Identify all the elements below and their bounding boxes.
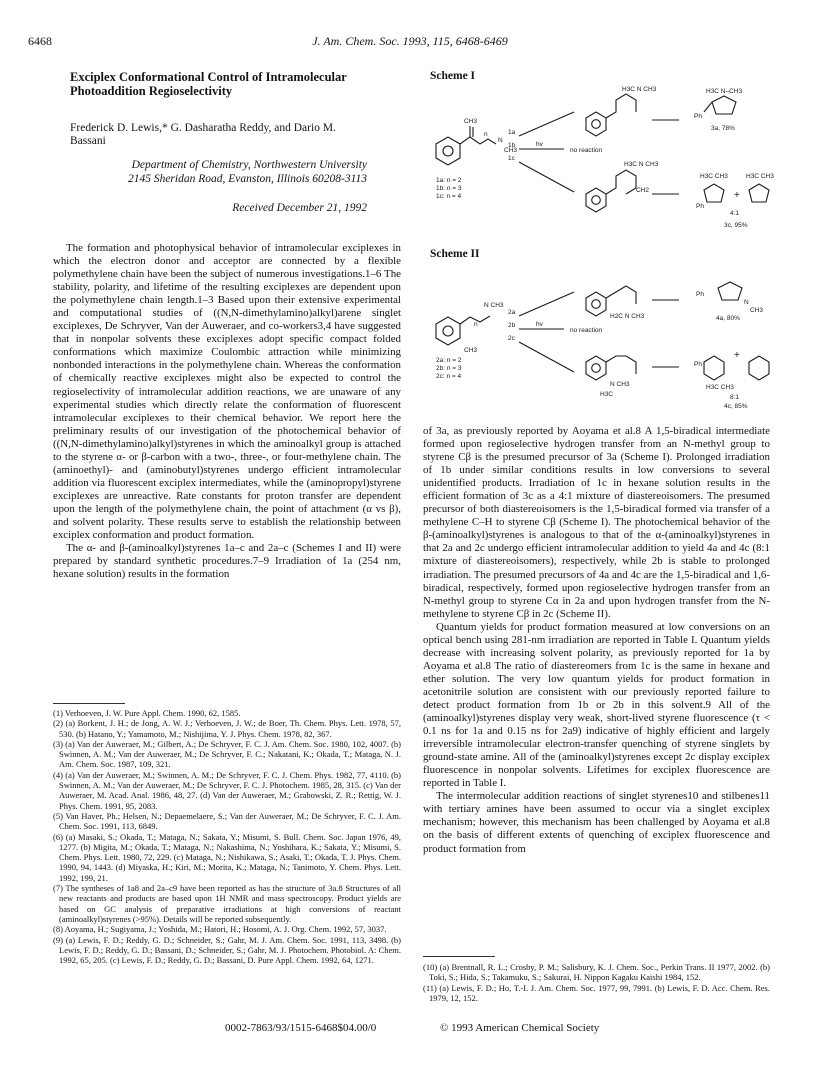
paragraph: The formation and photophysical behavior of intramolecular exciplexes in which the electron donor and acceptor are connected by a flexible polymethylene chain have been the subject of numerous investigations.1–6 The stability, polarity, and lifetime of the resulting exciplexes are dependent upon the polymethylene chain length.1–3 Based upon their extensive experimental and computational studies of ((N,N-dimethylamino)alkyl)arene singlet exciplexes, De Schryver, Van der Auweraer, and co-workers3,4 have suggested that in nonpolar solvents these exciplexes adopt specific compact folded conformations which maximize Coulombic attraction while minimizing nonbonded interactions in the polymethylene chain. Whereas the conformation of chemically reactive exciplexes might also be expected to control the regioselectivity of intramolecular addition reactions, we are unaware of any experimental studies which directly relate the conformation of fluorescent intramolecular exciplexes to their chemical behavior. We report here the preliminary results of our investigation of the photochemical behavior of ((N,N-dimethylamino)alkyl)styrenes in which the aminoalkyl group is attached to the styrene α- or β-carbon with a two-, three-, or four-methylene chain. The (aminoethyl)- and (aminobutyl)styrenes undergo efficient intramolecular addition via fluorescent exciplex intermediates, while the (aminopropyl)styrene exciplexes are unreactive. Rate constants for proton transfer are dependent upon the length of the polymethylene chain, the point of attachment (α vs β), and solvent polarity. These results serve to establish the relationship between exciplex conformation and product formation. bbox=[53, 242, 401, 542]
label: Ph bbox=[696, 203, 704, 210]
reference-item: (3) (a) Van der Auweraer, M.; Gilbert, A.; De Schryver, F. C. J. Am. Chem. Soc. 1980, 102, 4007. (b) Swinnen, A. M.; Van der Auweraer, M.; De Schryver, F. C.; Nakatani, K.; Okada, T.; Mataga, N. J. Am. Chem. Soc. 1987, 109, 321. bbox=[53, 738, 401, 770]
reference-item: (7) The syntheses of 1a8 and 2a–c9 have been reported as has the structure of 3a.8 Structures of all new reactants and products are based upon 1H NMR and mass spectroscopy. Product yields are based on GC analysis of preparative irradiations at high conversions of reactant (aminoalkyl)styrenes (>95%). Details will be reported subsequently. bbox=[53, 883, 401, 924]
paragraph: of 3a, as previously reported by Aoyama et al.8 A 1,5-biradical intermediate formed upon regioselective hydrogen transfer from an N-methyl group to styrene Cβ is the presumed precursor of 3a (Scheme I). Prolonged irradiation of 1b under similar conditions results in low conversions to several unidentified products. Irradiation of 1c in hexane solution results in the efficient formation of 3c as a 4:1 mixture of diastereoisomers. The presumed precursor of both diastereoisomers is the 1,5-biradical formed via transfer of a methylene C–H to styrene Cβ (Scheme I). The photochemical behavior of the β-(aminoalkyl)styrenes is analogous to that of the α-(aminoalkyl)styrenes in that 2a and 2c undergo efficient intramolecular addition to yield 4a and 4c (8:1 mixture of diastereoisomers), respectively, while 2b is stable to prolonged irradiation. The presumed precursors of 4a and 4c are the 1,5-biradical and 1,6-biradical, respectively, formed upon regioselective hydrogen transfer from an N-methyl group to styrene Cα in 2a and upon hydrogen transfer from the N-methylene to styrene Cβ in 2c (Scheme II). bbox=[423, 425, 770, 620]
reference-item: (11) (a) Lewis, F. D.; Ho, T.-I. J. Am. Chem. Soc. 1977, 99, 7991. (b) Lewis, F. D. Acc. Chem. Res. 1979, 12, 152. bbox=[423, 982, 770, 1003]
compound-label: 1a bbox=[508, 129, 516, 136]
journal-line: J. Am. Chem. Soc. 1993, 115, 6468-6469 bbox=[312, 34, 508, 48]
legend-line: 1b: n = 3 bbox=[436, 185, 462, 192]
pyrrolidine-ring bbox=[718, 282, 742, 300]
reference-item: (1) Verhoeven, J. W. Pure Appl. Chem. 1990, 62, 1585. bbox=[53, 708, 241, 718]
footer-copyright: © 1993 American Chemical Society bbox=[440, 1022, 600, 1034]
reference-item: (6) (a) Masaki, S.; Okada, T.; Mataga, N.; Sakata, Y.; Misumi, S. Bull. Chem. Soc. Japan 1976, 49, 1277. (b) Migita, M.; Okada, T.; Mataga, N.; Nakashima, N.; Yoshihara, K.; Sakata, Y.; Misumi, S. Chem. Phys. Lett. 1980, 72, 229. (c) Mataga, N.; Nishikawa, S.; Asaki, T.; Okada, T. J. Phys. Chem. 1990, 94, 1443. (d) Miyaska, H.; Kiri, M.; Morita, K.; Mataga, N.; Tanimoto, Y. Chem. Phys. Lett. 1992, 199, 21. bbox=[53, 831, 401, 883]
legend-line: 2a: n = 2 bbox=[436, 357, 462, 364]
hv-label: hv bbox=[536, 141, 543, 148]
references-left bbox=[53, 708, 401, 965]
no-reaction-label: no reaction bbox=[570, 327, 603, 334]
benzene-ring bbox=[436, 137, 460, 165]
label: n bbox=[474, 321, 478, 328]
article-title: Exciplex Conformational Control of Intramolecular Photoaddition Regioselectivity bbox=[70, 70, 347, 98]
label: N bbox=[498, 137, 503, 144]
left-body-column bbox=[53, 242, 401, 581]
benzene-ring bbox=[436, 317, 460, 345]
legend-line: 1c: n = 4 bbox=[436, 193, 462, 200]
compound-label: 2b bbox=[508, 322, 516, 329]
affiliation bbox=[0, 158, 367, 186]
reference-item: (2) (a) Borkent, J. H.; de Jong, A. W. J.; Verhoeven, J. W.; de Boer, Th. Chem. Phys. Lett. 1978, 57, 530. (b) Hatano, Y.; Yamamoto, M.; Nishijima, Y. J. Phys. Chem. 1978, 82, 367. bbox=[53, 718, 401, 739]
yield-label: 3c, 95% bbox=[724, 222, 748, 229]
label: H3C N–CH3 bbox=[706, 88, 743, 95]
compound-label: 2a bbox=[508, 309, 516, 316]
footer-code: 0002-7863/93/1515-6468$04.00/0 bbox=[225, 1022, 377, 1034]
ratio-label: 8:1 bbox=[730, 394, 740, 401]
vinyl-bond bbox=[460, 126, 470, 144]
arrow-2c bbox=[519, 342, 574, 372]
right-body-column bbox=[423, 425, 770, 856]
label: H3C CH3 bbox=[706, 384, 734, 391]
label: CH3 bbox=[750, 307, 764, 314]
reference-item: (8) Aoyama, H.; Sugiyama, J.; Yoshida, M.; Hatori, H.; Hosomi, A. J. Org. Chem. 1992, 57, 3037. bbox=[53, 924, 387, 935]
no-reaction-label: no reaction bbox=[570, 147, 603, 154]
compound-label: 1c bbox=[508, 155, 515, 162]
label: Ph bbox=[694, 113, 702, 120]
paragraph: The α- and β-(aminoalkyl)styrenes 1a–c and 2a–c (Schemes I and II) were prepared by standard synthetic procedures.7–9 Irradiation of 1a (254 nm, hexane solution) results in the formation bbox=[53, 542, 401, 581]
hv-label: hv bbox=[536, 321, 543, 328]
arrow-1c bbox=[519, 162, 574, 192]
label: Ph bbox=[694, 361, 702, 368]
piperidine-ring-2 bbox=[749, 356, 769, 380]
yield-label: 3a, 78% bbox=[711, 125, 735, 132]
label: CH3 bbox=[464, 347, 478, 354]
legend-line: 2b: n = 3 bbox=[436, 365, 462, 372]
compound-label: 2c bbox=[508, 335, 515, 342]
paragraph: The intermolecular addition reactions of singlet styrenes10 and stilbenes11 with tertiary amines have been assumed to occur via a singlet exciplex mechanism; however, this mechanism has been challenged by Aoyama et al.8 on the basis of different extents of quenching of exciplex fluorescence and product formation from bbox=[423, 790, 770, 855]
chain-bond bbox=[470, 137, 496, 144]
label: N bbox=[744, 299, 749, 306]
label: CH3 bbox=[464, 118, 478, 125]
scheme-2-label: Scheme II bbox=[430, 248, 480, 260]
arrow-1a bbox=[519, 112, 574, 136]
plus-sign: + bbox=[734, 190, 740, 201]
ratio-label: 4:1 bbox=[730, 210, 740, 217]
paragraph: Quantum yields for product formation measured at low conversions on an optical bench using 281-nm irradiation are reported in Table I. Quantum yields decrease with increasing solvent polarity, as previously reported for 1a by Aoyama et al.8 The ratio of diastereomers from 1c is the same in hexane and ether solution. The very low quantum yields for product formation in acetonitrile solution are consistent with our previously reported failure to detect product formation from 1b or 2b in this solvent.9 All of the (aminoalkyl)styrenes display very weak, short-lived styrene fluorescence (τ < 0.1 ns for 1a and 0.15 ns for 2a9) indicative of highly efficient and largely irreversible intramolecular electron-transfer quenching of styrene singlets by ground-state amine. All of the (aminoalkyl)styrenes except 2c display exciplex fluorescence in nonpolar solvents. Lifetimes for exciplex fluorescence are reported in Table I. bbox=[423, 620, 770, 790]
label: H3C N CH3 bbox=[624, 161, 659, 168]
label: CH3 bbox=[504, 147, 518, 154]
reference-item: (10) (a) Brentnall, R. L.; Crosby, P. M.; Salisbury, K. J. Chem. Soc., Perkin Trans. II 1977, 2002. (b) Toki, S.; Hida, S.; Takamuku, S.; Sakurai, H. Nippon Kagaku Kaishi 1984, 152. bbox=[423, 962, 770, 983]
label: CH2 bbox=[636, 187, 650, 194]
label: H2C N CH3 bbox=[610, 313, 645, 320]
scheme-1-label: Scheme I bbox=[430, 70, 476, 82]
yield-label: 4a, 80% bbox=[716, 315, 740, 322]
affiliation-line-2: 2145 Sheridan Road, Evanston, Illinois 60208-3113 bbox=[127, 173, 367, 185]
reference-item: (9) (a) Lewis, F. D.; Reddy, G. D.; Schneider, S.; Gahr, M. J. Am. Chem. Soc. 1991, 113, 3498. (b) Lewis, F. D.; Reddy, G. D.; Bassani, D.; Schneider, S.; Gahr, M. J. Photochem. Photobiol. A: Chem. 1992, 65, 205. (c) Lewis, F. D.; Reddy, G. D.; Bassani, D. Pure Appl. Chem. 1992, 64, 1271. bbox=[53, 934, 401, 966]
pyrrolidine-ring bbox=[712, 96, 736, 114]
footnote-rule bbox=[53, 703, 125, 704]
label: H3C CH3 bbox=[700, 173, 728, 180]
received-date: Received December 21, 1992 bbox=[232, 202, 367, 214]
label: H3C bbox=[600, 391, 614, 398]
label: H3C CH3 bbox=[746, 173, 774, 180]
piperidine-ring-1 bbox=[704, 356, 724, 380]
scheme-1-diagram bbox=[424, 82, 794, 232]
arrow-2a bbox=[519, 292, 574, 316]
authors: Frederick D. Lewis,* G. Dasharatha Reddy, and Dario M. Bassani bbox=[70, 122, 336, 147]
label: N CH3 bbox=[484, 302, 504, 309]
plus-sign: + bbox=[734, 350, 740, 361]
legend-line: 2c: n = 4 bbox=[436, 373, 462, 380]
label: N CH3 bbox=[610, 381, 630, 388]
label: H3C N CH3 bbox=[622, 86, 657, 93]
legend-line: 1a: n = 2 bbox=[436, 177, 462, 184]
compound-label: 1b bbox=[508, 142, 516, 149]
reference-item: (4) (a) Van der Auweraer, M.; Swinnen, A. M.; De Schryver, F. C. J. Chem. Phys. 1982, 77, 4110. (b) Swinnen, A. M.; Van der Auweraer, M.; De Schryver, F. C. J. Photochem. 1985, 28, 315. (c) Van der Auweraer, M. Acad. Anal. 1986, 48, 27. (d) Van der Auweraer, M.; Grabowski, Z. R.; Rettig, W. J. Phys. Chem. 1991, 95, 2083. bbox=[53, 769, 401, 811]
references-right bbox=[423, 962, 770, 1003]
label: n bbox=[484, 131, 488, 138]
scheme-2-diagram bbox=[424, 262, 794, 412]
label: Ph bbox=[696, 291, 704, 298]
page-number: 6468 bbox=[28, 34, 52, 48]
aromatic-circle bbox=[443, 326, 453, 336]
reference-item: (5) Van Haver, Ph.; Helsen, N.; Depaemelaere, S.; Van der Auweraer, M.; De Schryver, F. C. J. Am. Chem. Soc. 1991, 113, 6849. bbox=[53, 810, 401, 832]
product-ring-2 bbox=[749, 184, 769, 202]
aromatic-circle bbox=[443, 146, 453, 156]
product-ring-1 bbox=[704, 184, 724, 202]
yield-label: 4c, 85% bbox=[724, 403, 748, 410]
footnote-rule bbox=[423, 956, 495, 957]
affiliation-line-1: Department of Chemistry, Northwestern University bbox=[131, 159, 367, 171]
